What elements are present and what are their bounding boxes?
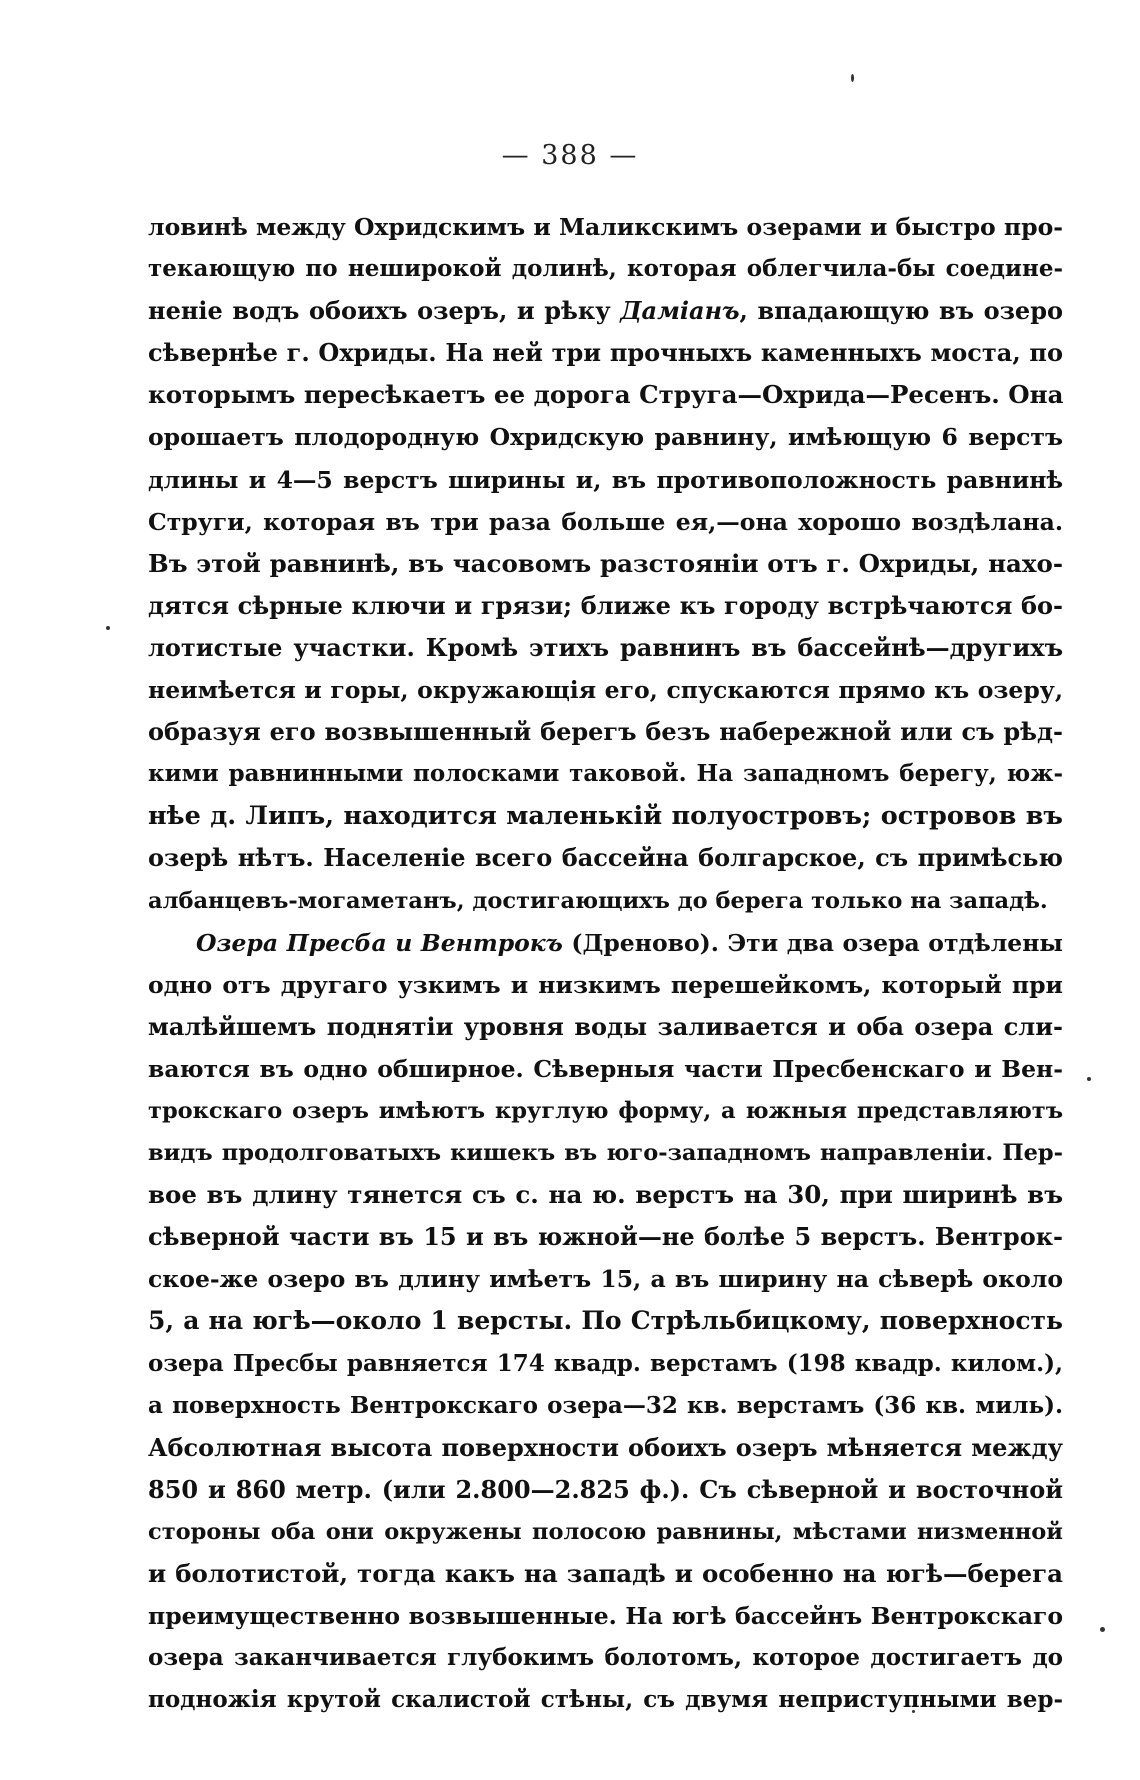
text-line: Абсолютная высота поверхности обоихъ озеръ мѣняется между <box>148 1432 1063 1462</box>
text-line-start: ненiе водъ обоихъ озеръ, и рѣку <box>148 296 621 326</box>
text-line: и болотистой, тогда какъ на западѣ и особенно на югѣ—берега <box>148 1559 1063 1588</box>
text-line: 5, а на югѣ—около 1 версты. По Стрѣльбицкому, поверхность <box>148 1306 1063 1336</box>
river-name: Дамiанъ <box>620 296 740 326</box>
text-line: видъ продолговатыхъ кишекъ въ юго-западномъ направленiи. Пер- <box>148 1140 1063 1167</box>
body-text <box>148 206 1063 1721</box>
scan-speck <box>106 626 110 630</box>
text-line-end: , впадающую въ озеро <box>739 296 1063 326</box>
text-line: малѣйшемъ поднятiи уровня воды заливается и оба озера сли- <box>148 1011 1063 1041</box>
text-line: одно отъ другаго узкимъ и низкимъ перешейкомъ, который при <box>148 970 1063 999</box>
text-line: албанцевъ-могаметанъ, достигающихъ до берега только на западѣ. <box>148 887 1048 914</box>
paragraph-lake-ohrid <box>148 206 1063 922</box>
text-line: вое въ длину тянется съ с. на ю. верстъ на 30, при ширинѣ въ <box>148 1180 1063 1210</box>
text-line: образуя его возвышенный берегъ безъ набережной или съ рѣд- <box>148 717 1063 747</box>
scan-speck <box>851 74 854 82</box>
text-line: озерѣ нѣтъ. Населенiе всего бассейна болгарское, съ примѣсью <box>148 843 1063 873</box>
text-line: озера Пресбы равняется 174 квадр. верстамъ (198 квадр. килом.), <box>148 1349 1063 1377</box>
text-line: нѣе д. Липъ, находится маленькiй полуостровъ; островов въ <box>148 801 1063 832</box>
text-line: текающую по неширокой долинѣ, которая облегчила-бы соедине- <box>148 255 1063 283</box>
text-line: ловинѣ между Охридскимъ и Маликскимъ озерами и быстро про- <box>148 213 1063 241</box>
text-line <box>148 290 1063 332</box>
text-line: Струги, которая въ три раза больше ея,—она хорошо воздѣлана. <box>148 507 1063 536</box>
text-line: дятся сѣрные ключи и грязи; ближе къ городу встрѣчаются бо- <box>148 590 1063 620</box>
text-line: сѣверной части въ 15 и въ южной—не болѣе 5 верстъ. Вентрок- <box>148 1222 1063 1252</box>
section-heading: Озера Пресба и Вентрокъ <box>196 928 563 957</box>
text-line: подножiя крутой скалистой стѣны, съ двумя неприступными вер- <box>148 1686 1063 1714</box>
page-number: — 388 — <box>501 140 639 171</box>
text-line: которымъ пересѣкаетъ ее дорога Струга—Охрида—Ресенъ. Она <box>148 380 1064 410</box>
text-line: сѣвернѣе г. Охриды. На ней три прочныхъ каменныхъ моста, по <box>148 338 1063 368</box>
text-line: а поверхность Вентрокскаго озера—32 кв. верстамъ (36 кв. миль). <box>148 1391 1063 1419</box>
section-heading-line <box>148 922 1063 964</box>
text-line: стороны оба они окружены полосою равнины, мѣстами низменной <box>148 1518 1063 1545</box>
text-line: лотистые участки. Кромѣ этихъ равнинъ въ бассейнѣ—другихъ <box>148 632 1063 662</box>
text-line: длины и 4—5 верстъ ширины и, въ противоположность равнинѣ <box>148 465 1063 494</box>
text-line-end: (Дреново). Эти два озера отдѣлены <box>562 928 1063 957</box>
text-line: Въ этой равнинѣ, въ часовомъ разстоянiи отъ г. Охриды, нахо- <box>148 548 1063 578</box>
text-line: кими равнинными полосками таковой. На западномъ берегу, юж- <box>148 760 1063 788</box>
text-line: ское-же озеро въ длину имѣетъ 15, а въ ширину на сѣверѣ около <box>148 1265 1063 1294</box>
text-line: озера заканчивается глубокимъ болотомъ, которое достигаетъ до <box>148 1644 1063 1672</box>
paragraph-lakes-prespa-ventrok <box>148 922 1063 1722</box>
text-line: 850 и 860 метр. (или 2.800—2.825 ф.). Съ сѣверной и восточной <box>148 1474 1063 1504</box>
text-line: трокскаго озеръ имѣютъ круглую форму, а южныя представляютъ <box>148 1097 1063 1124</box>
scan-speck <box>1087 1077 1091 1081</box>
text-line: преимущественно возвышенные. На югѣ бассейнъ Вентрокскаго <box>148 1602 1063 1631</box>
text-line: ваются въ одно обширное. Сѣверныя части Пресбенскаго и Вен- <box>148 1054 1063 1083</box>
text-line: орошаетъ плодородную Охридскую равнину, имѣющую 6 верстъ <box>148 423 1063 452</box>
scan-speck <box>1100 1627 1105 1632</box>
text-line: неимѣется и горы, окружающiя его, спускаются прямо къ озеру, <box>148 676 1063 705</box>
